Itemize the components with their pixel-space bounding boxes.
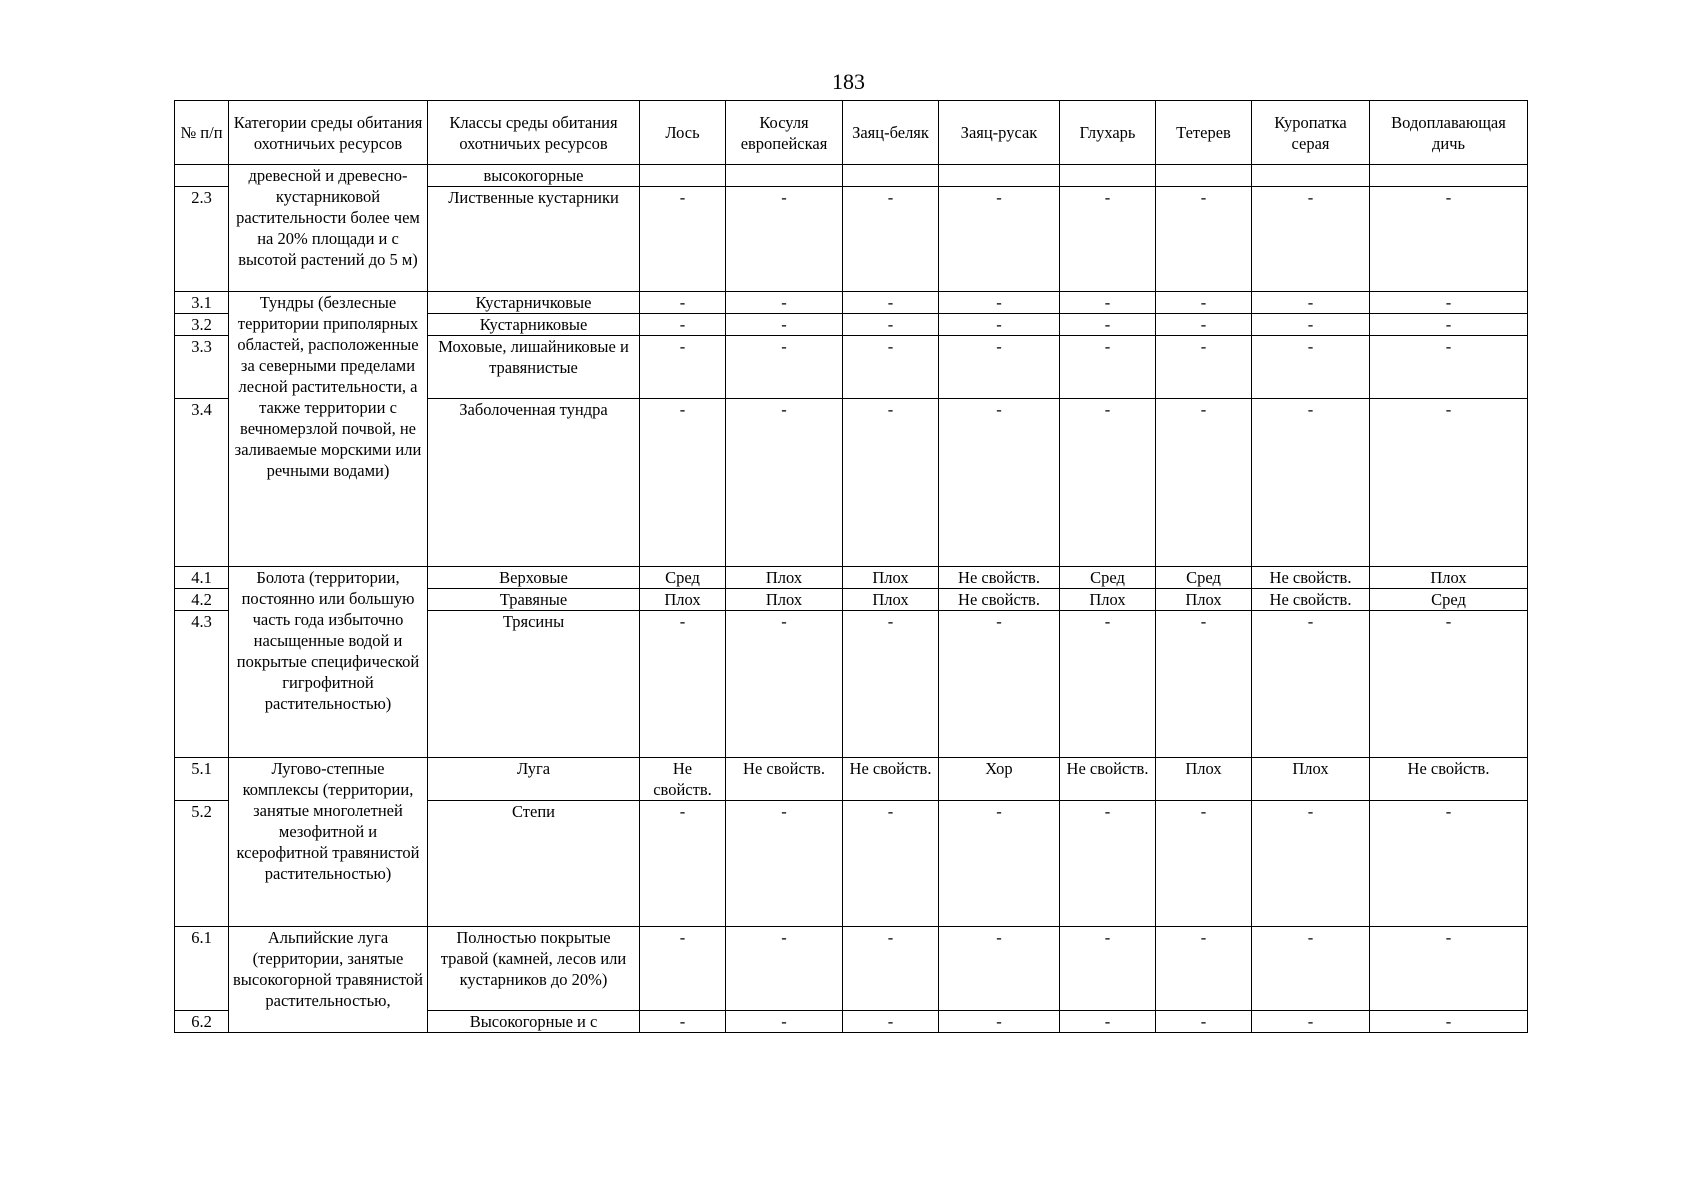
value-cell: - — [1252, 399, 1370, 567]
value-cell: - — [726, 314, 843, 336]
value-cell: - — [726, 336, 843, 399]
value-cell: - — [1370, 314, 1528, 336]
value-cell: Сред — [1370, 589, 1528, 611]
category-cell: Лугово-степные комплексы (территории, занятые многолетней мезофитной и ксерофитной травянистой растительностью) — [229, 758, 428, 927]
value-cell: Плох — [640, 589, 726, 611]
value-cell: - — [1060, 927, 1156, 1011]
class-cell: Высокогорные и с — [428, 1011, 640, 1033]
class-cell: Кустарничковые — [428, 292, 640, 314]
category-cell: Альпийские луга (территории, занятые высокогорной травянистой растительностью, — [229, 927, 428, 1033]
value-cell: - — [1370, 927, 1528, 1011]
value-cell — [1252, 165, 1370, 187]
value-cell: - — [1252, 314, 1370, 336]
row-num: 4.3 — [175, 611, 229, 758]
value-cell: - — [726, 927, 843, 1011]
value-cell: Плох — [843, 567, 939, 589]
value-cell — [726, 165, 843, 187]
category-cell: Тундры (безлесные территории приполярных областей, расположенные за северными пределами лесной растительности, а также территории с вечномерзлой почвой, не заливаемые морскими или речными водами) — [229, 292, 428, 567]
value-cell: - — [1156, 314, 1252, 336]
header-species: Лось — [640, 101, 726, 165]
value-cell: - — [939, 292, 1060, 314]
value-cell: - — [939, 611, 1060, 758]
value-cell: - — [843, 399, 939, 567]
value-cell: Не свойств. — [843, 758, 939, 801]
value-cell: - — [640, 336, 726, 399]
value-cell: Не свойств. — [640, 758, 726, 801]
value-cell — [939, 165, 1060, 187]
value-cell — [640, 165, 726, 187]
value-cell: - — [843, 801, 939, 927]
row-num: 5.1 — [175, 758, 229, 801]
value-cell — [1060, 165, 1156, 187]
header-class: Классы среды обитания охотничьих ресурсов — [428, 101, 640, 165]
class-cell: Заболоченная тундра — [428, 399, 640, 567]
class-cell: Полностью покрытые травой (камней, лесов или кустарников до 20%) — [428, 927, 640, 1011]
value-cell: - — [1060, 1011, 1156, 1033]
value-cell: - — [939, 187, 1060, 292]
row-num: 3.2 — [175, 314, 229, 336]
header-row — [175, 101, 1528, 165]
value-cell: Не свойств. — [1370, 758, 1528, 801]
value-cell: - — [1252, 801, 1370, 927]
value-cell: - — [1252, 611, 1370, 758]
value-cell: Сред — [1060, 567, 1156, 589]
value-cell: - — [640, 801, 726, 927]
value-cell: - — [1060, 399, 1156, 567]
header-species: Тетерев — [1156, 101, 1252, 165]
row-num: 5.2 — [175, 801, 229, 927]
value-cell: - — [939, 1011, 1060, 1033]
header-species: Заяц-русак — [939, 101, 1060, 165]
value-cell: - — [1252, 187, 1370, 292]
value-cell: - — [726, 399, 843, 567]
class-cell: Степи — [428, 801, 640, 927]
value-cell: Плох — [1252, 758, 1370, 801]
value-cell: - — [843, 1011, 939, 1033]
value-cell: - — [1060, 187, 1156, 292]
value-cell: - — [1060, 336, 1156, 399]
value-cell — [1370, 165, 1528, 187]
header-species: Заяц-беляк — [843, 101, 939, 165]
value-cell: - — [843, 187, 939, 292]
class-cell: Моховые, лишайниковые и травянистые — [428, 336, 640, 399]
row-num: 3.4 — [175, 399, 229, 567]
row-num: 4.1 — [175, 567, 229, 589]
value-cell: - — [726, 611, 843, 758]
header-species: Куропатка серая — [1252, 101, 1370, 165]
class-cell: Кустарниковые — [428, 314, 640, 336]
value-cell: - — [1252, 1011, 1370, 1033]
value-cell: Плох — [1156, 758, 1252, 801]
value-cell: - — [1252, 336, 1370, 399]
value-cell: - — [640, 399, 726, 567]
value-cell: Сред — [1156, 567, 1252, 589]
value-cell: Плох — [843, 589, 939, 611]
value-cell: Не свойств. — [1252, 567, 1370, 589]
value-cell: - — [939, 801, 1060, 927]
value-cell: - — [640, 1011, 726, 1033]
table-row — [175, 165, 1528, 187]
value-cell: - — [1060, 801, 1156, 927]
row-num: 3.3 — [175, 336, 229, 399]
value-cell: Плох — [1156, 589, 1252, 611]
value-cell: - — [843, 927, 939, 1011]
table-row — [175, 927, 1528, 1011]
value-cell: - — [843, 314, 939, 336]
value-cell: - — [939, 399, 1060, 567]
category-cell: Болота (территории, постоянно или большую часть года избыточно насыщенные водой и покрытые специфической гигрофитной растительностью) — [229, 567, 428, 758]
row-num — [175, 165, 229, 187]
value-cell: - — [1156, 336, 1252, 399]
value-cell: Не свойств. — [939, 567, 1060, 589]
value-cell: - — [1370, 801, 1528, 927]
row-num: 6.1 — [175, 927, 229, 1011]
value-cell: - — [1060, 611, 1156, 758]
table-row — [175, 758, 1528, 801]
value-cell: Плох — [726, 567, 843, 589]
value-cell: - — [1370, 611, 1528, 758]
header-num: № п/п — [175, 101, 229, 165]
value-cell: - — [1370, 399, 1528, 567]
value-cell: - — [1156, 801, 1252, 927]
row-num: 4.2 — [175, 589, 229, 611]
value-cell: - — [640, 292, 726, 314]
value-cell: - — [1252, 927, 1370, 1011]
value-cell: - — [726, 292, 843, 314]
value-cell: - — [726, 187, 843, 292]
value-cell: - — [1060, 292, 1156, 314]
value-cell: Хор — [939, 758, 1060, 801]
header-species: Глухарь — [1060, 101, 1156, 165]
value-cell: - — [1252, 292, 1370, 314]
value-cell: Не свойств. — [726, 758, 843, 801]
habitat-table — [174, 100, 1528, 1033]
value-cell: - — [640, 314, 726, 336]
value-cell: - — [1156, 399, 1252, 567]
value-cell — [843, 165, 939, 187]
value-cell: - — [939, 336, 1060, 399]
value-cell: - — [843, 336, 939, 399]
header-category: Категории среды обитания охотничьих ресурсов — [229, 101, 428, 165]
value-cell: - — [1156, 611, 1252, 758]
value-cell: - — [1370, 187, 1528, 292]
value-cell: - — [1370, 336, 1528, 399]
value-cell: - — [640, 187, 726, 292]
value-cell: Плох — [1060, 589, 1156, 611]
value-cell: - — [1370, 1011, 1528, 1033]
row-num: 3.1 — [175, 292, 229, 314]
value-cell: - — [1060, 314, 1156, 336]
value-cell: Не свойств. — [1060, 758, 1156, 801]
value-cell: - — [726, 1011, 843, 1033]
class-cell: высокогорные — [428, 165, 640, 187]
value-cell: Не свойств. — [1252, 589, 1370, 611]
value-cell: - — [843, 611, 939, 758]
value-cell: - — [1156, 927, 1252, 1011]
value-cell — [1156, 165, 1252, 187]
value-cell: Сред — [640, 567, 726, 589]
table-row — [175, 292, 1528, 314]
value-cell: - — [1156, 292, 1252, 314]
page-number: 183 — [832, 69, 865, 94]
value-cell: - — [939, 314, 1060, 336]
value-cell: Не свойств. — [939, 589, 1060, 611]
value-cell: - — [1370, 292, 1528, 314]
value-cell: - — [843, 292, 939, 314]
row-num: 2.3 — [175, 187, 229, 292]
value-cell: - — [640, 611, 726, 758]
value-cell: - — [640, 927, 726, 1011]
class-cell: Луга — [428, 758, 640, 801]
value-cell: - — [1156, 1011, 1252, 1033]
value-cell: - — [726, 801, 843, 927]
class-cell: Верховые — [428, 567, 640, 589]
value-cell: Плох — [726, 589, 843, 611]
class-cell: Лиственные кустарники — [428, 187, 640, 292]
value-cell: Плох — [1370, 567, 1528, 589]
header-species: Водоплавающая дичь — [1370, 101, 1528, 165]
value-cell: - — [939, 927, 1060, 1011]
header-species: Косуля европейская — [726, 101, 843, 165]
value-cell: - — [1156, 187, 1252, 292]
category-cell: древесной и древесно-кустарниковой растительности более чем на 20% площади и с высотой растений до 5 м) — [229, 165, 428, 292]
class-cell: Трясины — [428, 611, 640, 758]
row-num: 6.2 — [175, 1011, 229, 1033]
class-cell: Травяные — [428, 589, 640, 611]
table-row — [175, 567, 1528, 589]
